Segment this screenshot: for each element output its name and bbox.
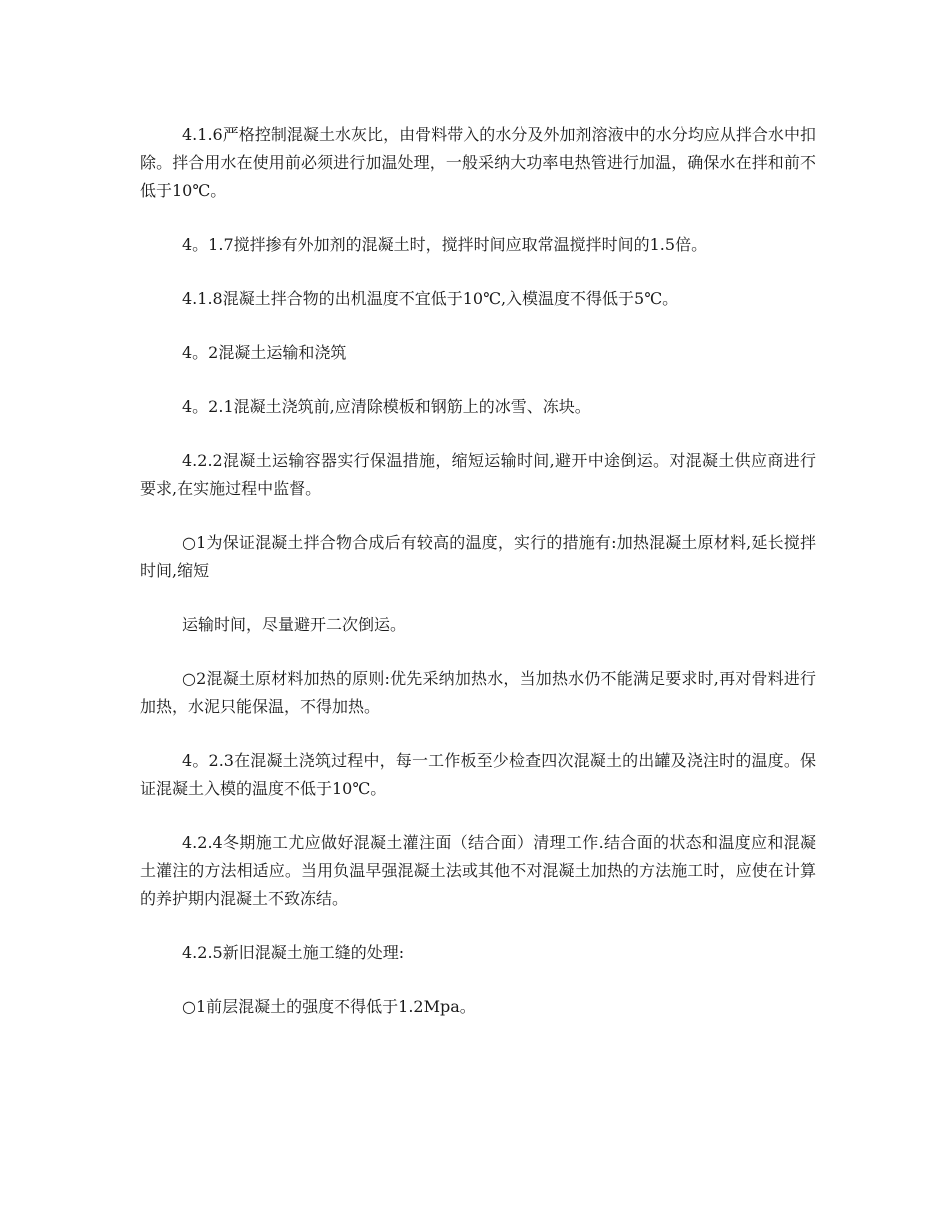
paragraph-4-2-2: 4.2.2混凝土运输容器实行保温措施，缩短运输时间,避开中途倒运。对混凝土供应商进行要求,在实施过程中监督。 (140, 451, 816, 498)
section-heading-4-2: 4。2混凝土运输和浇筑 (182, 343, 347, 362)
list-item-1-measures: ○1为保证混凝土拌合物合成后有较高的温度，实行的措施有:加热混凝土原材料,延长搅拌时间,缩短 (140, 533, 816, 580)
list-item-1-strength: ○1前层混凝土的强度不得低于1.2Mpa。 (182, 997, 476, 1016)
paragraph-4-2-5: 4.2.5新旧混凝土施工缝的处理: (182, 943, 405, 962)
document-body (140, 121, 816, 1047)
paragraph-4-1-7: 4。1.7搅拌掺有外加剂的混凝土时，搅拌时间应取常温搅拌时间的1.5倍。 (182, 235, 708, 254)
paragraph-4-2-3: 4。2.3在混凝土浇筑过程中，每一工作板至少检查四次混凝土的出罐及浇注时的温度。保证混凝土入模的温度不低于10℃。 (140, 751, 816, 798)
paragraph-4-1-8: 4.1.8混凝土拌合物的出机温度不宜低于10℃,入模温度不得低于5℃。 (182, 289, 679, 308)
paragraph-4-2-1: 4。2.1混凝土浇筑前,应清除模板和钢筋上的冰雪、冻块。 (182, 397, 591, 416)
list-item-2-heating-principle: ○2混凝土原材料加热的原则:优先采纳加热水，当加热水仍不能满足要求时,再对骨料进行加热，水泥只能保温，不得加热。 (140, 669, 816, 716)
paragraph-4-2-4: 4.2.4冬期施工尤应做好混凝土灌注面（结合面）清理工作.结合面的状态和温度应和混凝土灌注的方法相适应。当用负温早强混凝土法或其他不对混凝土加热的方法施工时，应使在计算的养护期内混凝土不致冻结。 (140, 833, 816, 908)
list-item-1-continuation: 运输时间，尽量避开二次倒运。 (182, 615, 407, 634)
paragraph-4-1-6: 4.1.6严格控制混凝土水灰比，由骨料带入的水分及外加剂溶液中的水分均应从拌合水中扣除。拌合用水在使用前必须进行加温处理，一般采纳大功率电热管进行加温，确保水在拌和前不低于10℃。 (140, 125, 816, 200)
